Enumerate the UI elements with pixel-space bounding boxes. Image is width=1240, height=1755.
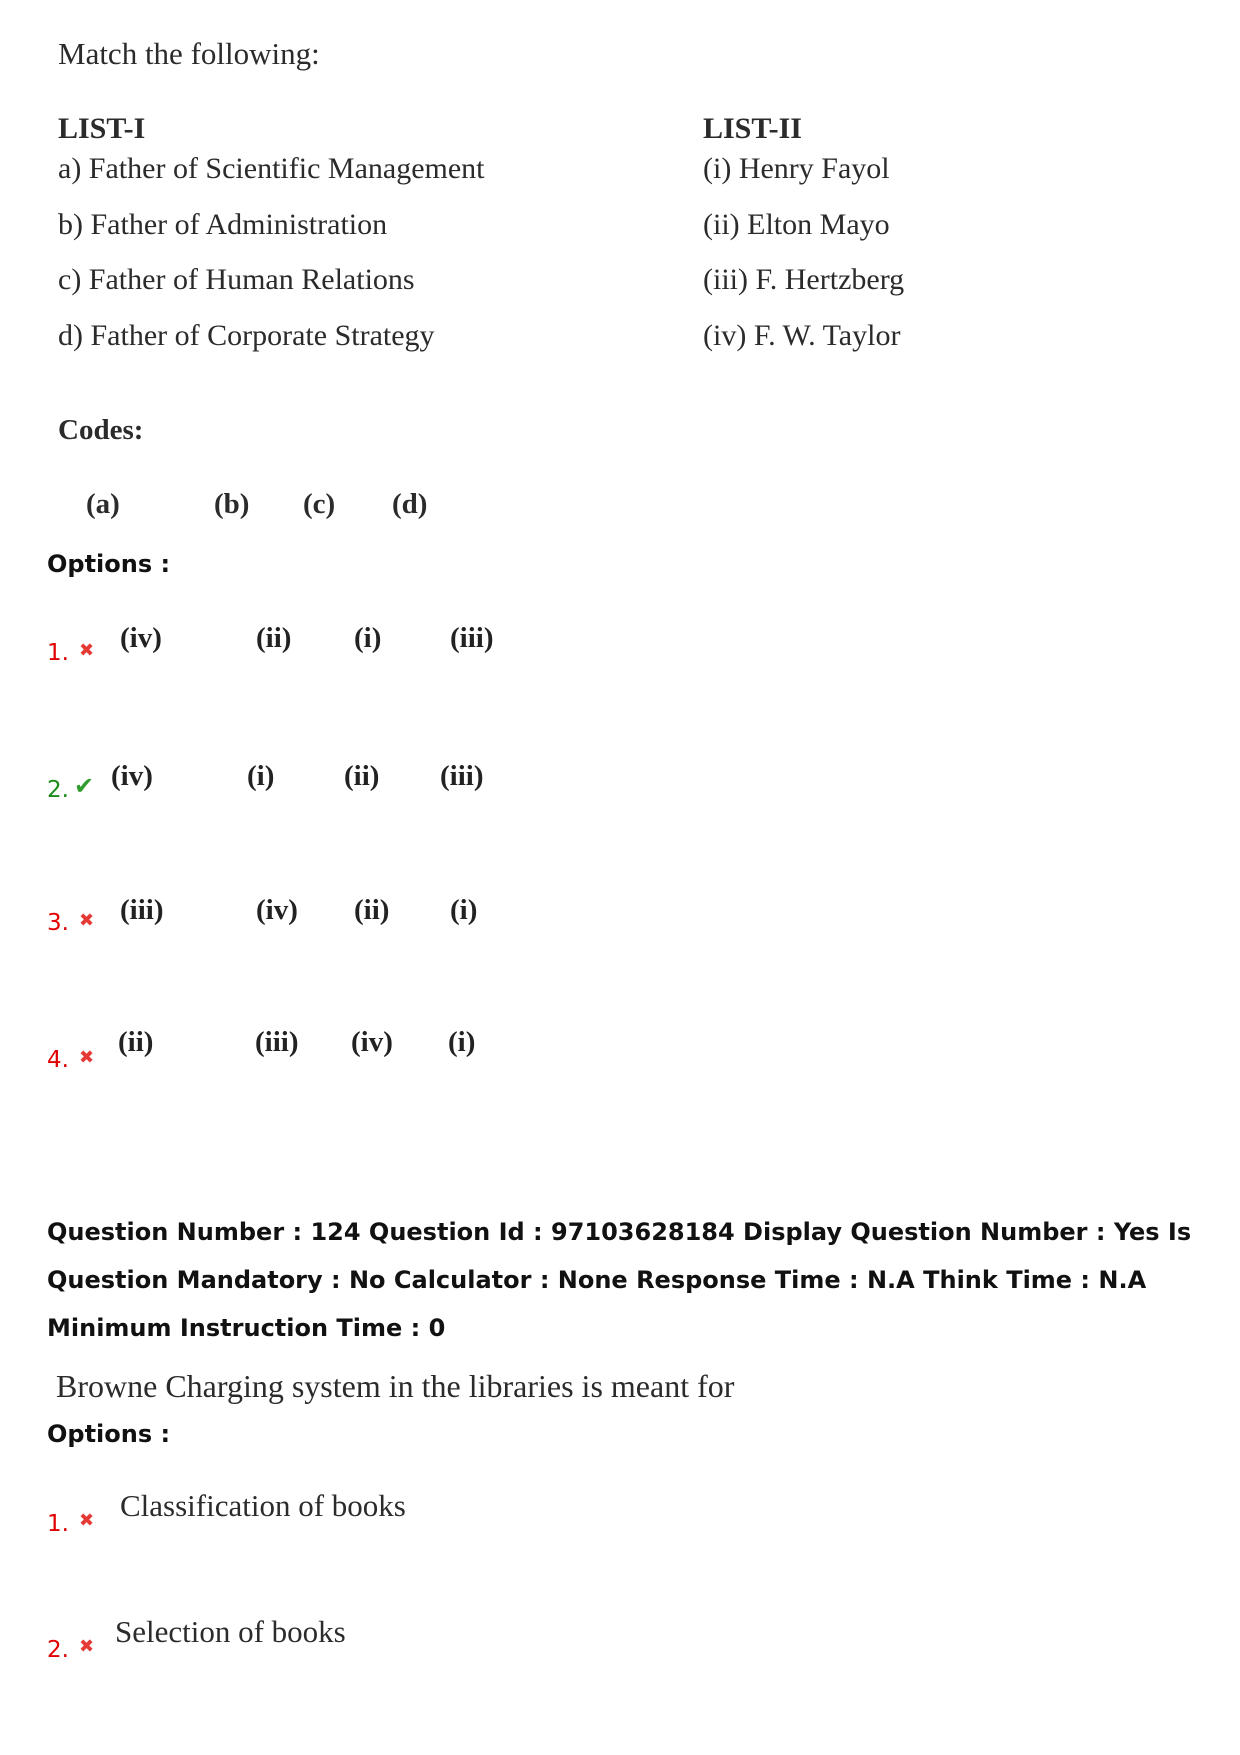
option-2-value-b: (i): [247, 760, 275, 792]
option-1-number: 1.: [47, 1511, 69, 1537]
option-2-value-c: (ii): [344, 760, 380, 792]
option-3-value-d: (i): [450, 894, 478, 926]
option-2-value-a: (iv): [111, 760, 153, 792]
list2-item: (i) Henry Fayol: [703, 152, 890, 185]
option-3-number: 3.: [47, 910, 69, 936]
wrong-mark-icon: ✖: [79, 1047, 95, 1068]
list2-item: (ii) Elton Mayo: [703, 208, 890, 241]
list1-item: d) Father of Corporate Strategy: [58, 319, 435, 352]
option-3-value-c: (ii): [354, 894, 390, 926]
option-4-value-c: (iv): [351, 1026, 393, 1058]
option-2-text: Selection of books: [115, 1614, 346, 1649]
code-letter-c: (c): [303, 488, 336, 520]
list1-heading: LIST-I: [58, 112, 146, 145]
list2-heading: LIST-II: [703, 112, 802, 145]
option-3-value-a: (iii): [120, 894, 164, 926]
option-1-value-b: (ii): [256, 622, 292, 654]
option-2-number: 2.: [47, 777, 69, 803]
options-label: Options :: [47, 550, 171, 578]
code-letter-a: (a): [86, 488, 120, 520]
wrong-mark-icon: ✖: [79, 640, 95, 661]
option-4-value-a: (ii): [118, 1026, 154, 1058]
list1-item: c) Father of Human Relations: [58, 263, 415, 296]
question-metadata: Question Number : 124 Question Id : 97103628184 Display Question Number : Yes Is Question Mandatory : No Calculator : None Response Time : N.A Think Time : N.A Minimum Instruction Time : 0: [47, 1218, 1192, 1342]
code-letter-d: (d): [392, 488, 428, 520]
wrong-mark-icon: ✖: [79, 1636, 95, 1657]
option-1-value-c: (i): [354, 622, 382, 654]
code-letter-b: (b): [214, 488, 250, 520]
wrong-mark-icon: ✖: [79, 1510, 95, 1531]
options-label: Options :: [47, 1420, 171, 1448]
list2-item: (iii) F. Hertzberg: [703, 263, 905, 296]
list1-item: a) Father of Scientific Management: [58, 152, 485, 185]
question-text: Browne Charging system in the libraries is meant for: [56, 1368, 735, 1404]
codes-label: Codes:: [58, 414, 144, 446]
option-1-value-a: (iv): [120, 622, 162, 654]
option-4-number: 4.: [47, 1047, 69, 1073]
option-2-value-d: (iii): [440, 760, 484, 792]
list1-item: b) Father of Administration: [58, 208, 388, 241]
correct-check-icon: ✔: [74, 772, 95, 800]
list2-item: (iv) F. W. Taylor: [703, 319, 901, 352]
option-4-value-d: (i): [448, 1026, 476, 1058]
question-prompt: Match the following:: [58, 36, 320, 71]
option-1-text: Classification of books: [120, 1488, 406, 1523]
option-3-value-b: (iv): [256, 894, 298, 926]
wrong-mark-icon: ✖: [79, 910, 95, 931]
option-1-number: 1.: [47, 640, 69, 666]
option-1-value-d: (iii): [450, 622, 494, 654]
option-4-value-b: (iii): [255, 1026, 299, 1058]
option-2-number: 2.: [47, 1637, 69, 1663]
